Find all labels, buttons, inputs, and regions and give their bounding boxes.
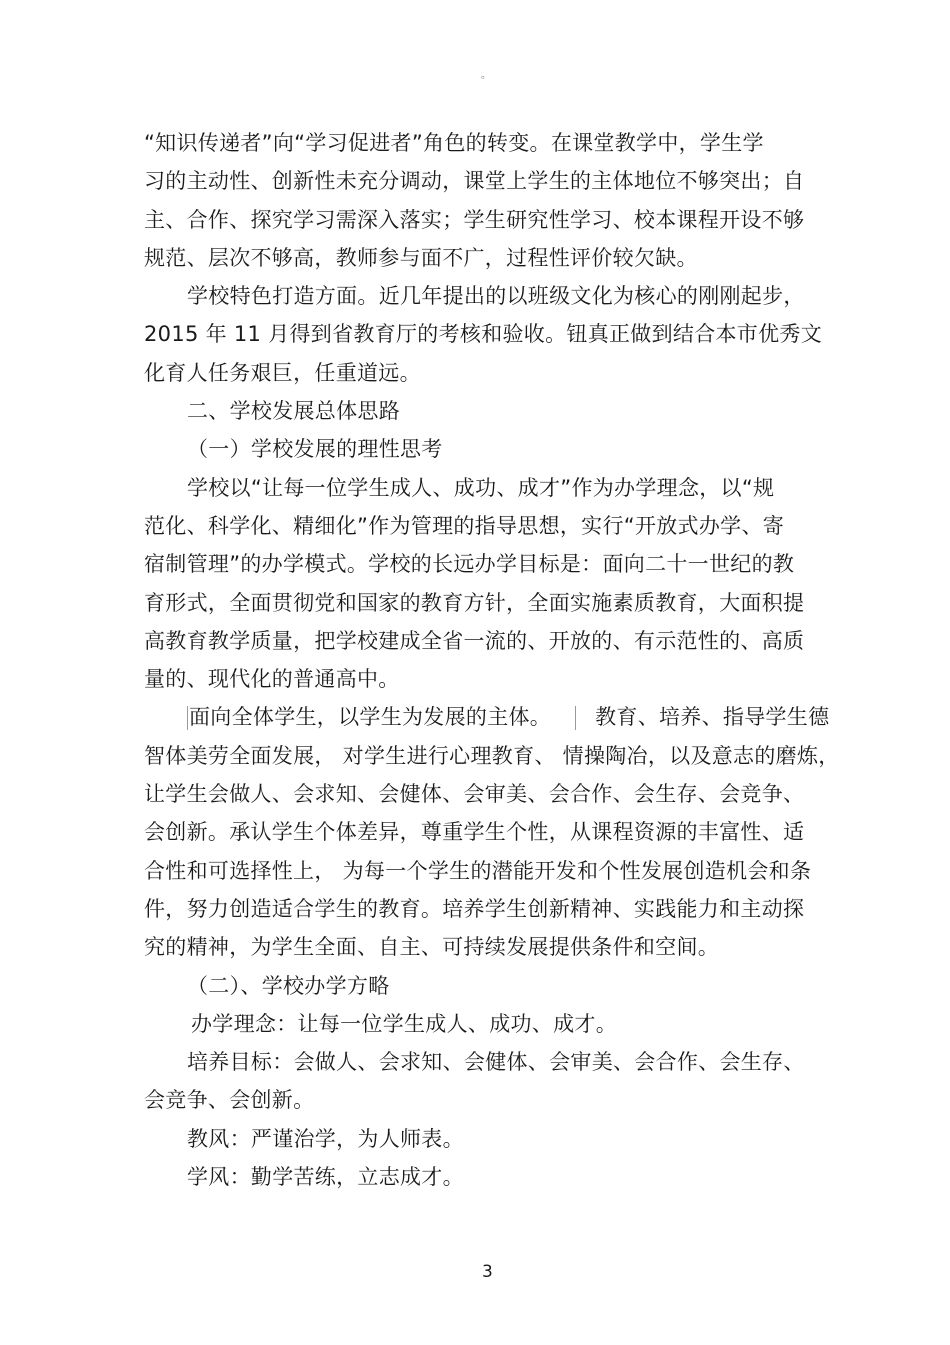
text-line: 主、合作、探究学习需深入落实；学生研究性学习、校本课程开设不够 <box>144 207 805 232</box>
text-gap <box>551 698 595 736</box>
subsection-heading: （二）、学校办学方略 <box>187 973 390 998</box>
text-line: 合性和可选择性上， 为每一个学生的潜能开发和个性发展创造机会和条 <box>144 858 812 883</box>
page-number: 3 <box>482 1262 493 1282</box>
text-line: 件，努力创造适合学生的教育。培养学生创新精神、实践能力和主动探 <box>144 896 805 921</box>
text-line: 育形式，全面贯彻党和国家的教育方针，全面实施素质教育，大面积提 <box>144 590 805 615</box>
text-line: 2015 年 11 月得到省教育厅的考核和验收。钮真正做到结合本市优秀文 <box>144 322 822 347</box>
text-line: 范化、科学化、精细化”作为管理的指导思想，实行“开放式办学、寄 <box>144 513 785 538</box>
text-cursor-mark <box>187 706 188 730</box>
text-line: 学校特色打造方面。近几年提出的以班级文化为核心的刚刚起步， <box>187 284 805 309</box>
section-heading: 二、学校发展总体思路 <box>187 399 400 424</box>
text-line: 教风：严谨治学，为人师表。 <box>187 1126 464 1151</box>
text-segment: 教育、培养、指导学生德 <box>595 705 830 730</box>
text-line: 学校以“让每一位学生成人、成功、成才”作为办学理念，以“规 <box>187 475 775 500</box>
body-text <box>144 124 840 1196</box>
top-mark: 。 <box>481 70 491 81</box>
text-line: 学风：勤学苦练，立志成才。 <box>187 1165 464 1190</box>
text-line: 宿制管理”的办学模式。学校的长远办学目标是：面向二十一世纪的教 <box>144 552 795 577</box>
text-line <box>144 698 830 736</box>
text-line: 规范、层次不够高，教师参与面不广，过程性评价较欠缺。 <box>144 245 698 270</box>
text-line: 会竞争、会创新。 <box>144 1088 315 1113</box>
subsection-heading: （一）学校发展的理性思考 <box>187 437 443 462</box>
text-segment: 面向全体学生，以学生为发展的主体。 <box>189 705 552 730</box>
text-line: “知识传递者”向“学习促进者”角色的转变。在课堂教学中，学生学 <box>144 131 764 155</box>
text-line: 究的精神，为学生全面、自主、可持续发展提供条件和空间。 <box>144 935 720 960</box>
text-line: 智体美劳全面发展， 对学生进行心理教育、 情操陶冶，以及意志的磨炼， <box>144 743 840 768</box>
text-line: 办学理念：让每一位学生成人、成功、成才。 <box>191 1011 617 1036</box>
text-line: 培养目标：会做人、会求知、会健体、会审美、会合作、会生存、 <box>187 1050 805 1075</box>
text-line: 让学生会做人、会求知、会健体、会审美、会合作、会生存、会竞争、 <box>144 782 805 807</box>
text-line: 高教育教学质量，把学校建成全省一流的、开放的、有示范性的、高质 <box>144 628 805 653</box>
text-line: 化育人任务艰巨，任重道远。 <box>144 360 421 385</box>
text-line: 量的、现代化的普通高中。 <box>144 667 400 692</box>
text-cursor-mark <box>575 706 576 730</box>
text-line: 习的主动性、创新性未充分调动，课堂上学生的主体地位不够突出；自 <box>144 169 805 194</box>
text-line: 会创新。承认学生个体差异，尊重学生个性，从课程资源的丰富性、适 <box>144 820 805 845</box>
